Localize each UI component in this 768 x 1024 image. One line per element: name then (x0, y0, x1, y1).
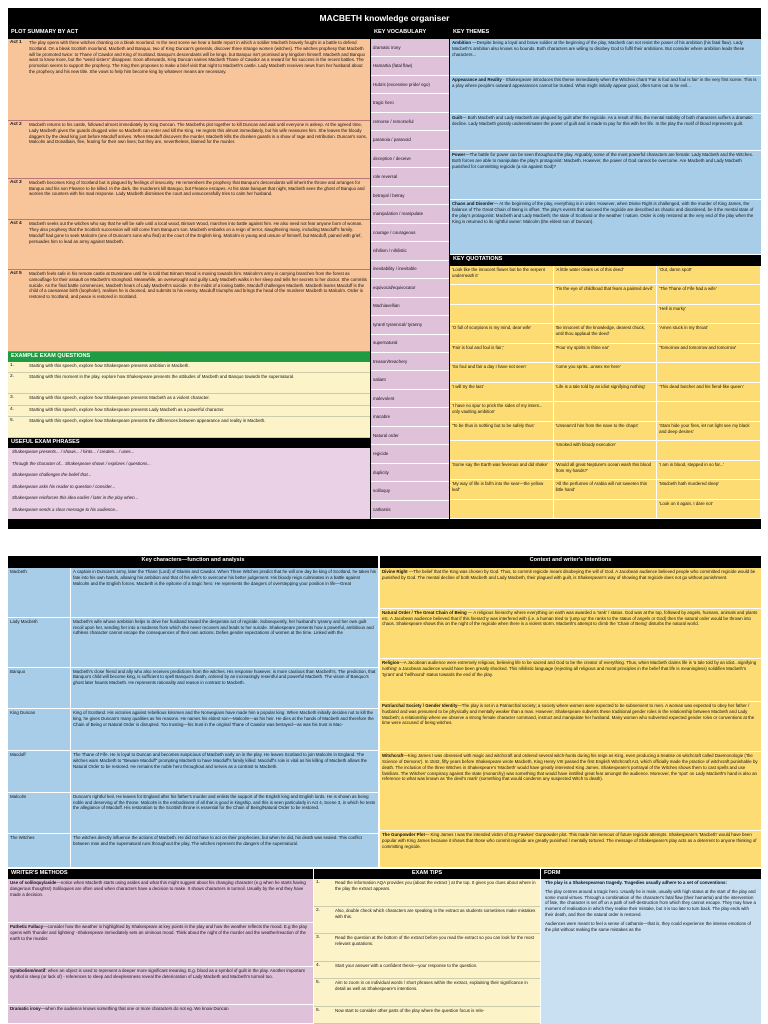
method (8, 879, 313, 923)
exam-tip (314, 907, 540, 935)
plot-summary (8, 28, 370, 352)
method-text: —consider how the weather is highlighted by Shakespeare at key points in the play and how the weather reflects the mood. E.g the play opens with 'thunder and lightning' -Shakespeare immediately sets an ominous mood. Think about the night of the murder and the weather/reaction of the earth to the murder. (10, 923, 308, 941)
context-item (380, 752, 761, 831)
act-label: Act 1 (10, 40, 22, 45)
exam-phrase: Shakespeare sends a clear message to his audience... (12, 506, 119, 512)
vocab-term: Machiavellian (371, 298, 449, 316)
quote-row (450, 402, 761, 421)
vocab-term: Hubris (excessive pride/ ego) (371, 76, 449, 94)
context-item (380, 831, 761, 868)
method-text: : when an object is used to represent a deeper more significant meaning. E.g. blood as a symbol of guilt in the play. Another important symbol is sleep (or lack of) - references to sleep and sleeplessness reveal the deterioration of Lady Macbeth and Macbeth's turmoil too. (10, 967, 305, 979)
quote: 'come you sprits...unsex me here' (554, 363, 658, 381)
method-name: Dramatic irony (10, 1005, 41, 1011)
vocab-term: Hamartia (fatal flaw) (371, 57, 449, 75)
vocab-term: macabre (371, 408, 449, 426)
context-name: Religion (382, 660, 400, 666)
method-text: —notice when Macbeth starts using asides and what this might suggest about his changing character (e.g when he starts having dangerous thoughts!) Soliloquies are often used when characters have a decision to make. It shows characters in turmoil. Usually by the end they have made a decision. (10, 880, 306, 897)
exam-tip-text: Also, double check which characters are speaking in the extract as students sometimes make mistakes with this. (335, 907, 536, 919)
exam-tip-number: 5. (316, 980, 321, 986)
quote: 'Amen stuck in my throat' (657, 324, 761, 342)
exam-phrase: Shakespeare presents... / shows... / hints... / creates... / uses... (12, 449, 135, 454)
page-one (8, 8, 761, 529)
exam-tip-number: 6. (316, 1007, 321, 1013)
context-header: Context and writer's intentions (380, 556, 761, 568)
quote: 'This dead butcher and his fiend-like queen' (657, 383, 761, 401)
method-text: —when the audience knows something that one or more characters do not eg. We know Duncan (40, 1005, 229, 1011)
context-item (380, 702, 761, 752)
character-name: Macbeth (10, 569, 27, 574)
character-name: Banquo (10, 668, 26, 674)
quote-row (450, 363, 761, 382)
quote-row (450, 344, 761, 363)
vocab-term: Natural order (371, 427, 449, 445)
method-name: Use of soliloquy/aside (10, 880, 57, 885)
context-text: —The belief that the King was chosen by God. Thus, to commit regicide meant disobeying the will of God. A Jacobean audience believed people who committed regicide would be punished by God. The mental decline of both Macbeth and Lady Macbeth, their plagued with guilt, is Shakespeare's way of showing that regicide does not go without punishment. (382, 569, 756, 580)
method (8, 967, 313, 1005)
exam-question (8, 394, 370, 405)
method-name: Pathetic Fallacy (10, 923, 44, 929)
vocab-term: inevitability / inevitable (371, 261, 449, 279)
key-characters-header: Key characters—function and analysis (8, 556, 378, 568)
act-text: Macbeth seeks out the witches who say that he will be safe until a local wood, Birnam Wood, marches into battle against him. He also need not fear anyone born of woman. They also prophesy that the Scottish succession will still come from Banquo's son. Macbeth embarks on a reign of terror, slaughtering many, including Macduff's family. Macduff had gone to seek Malcolm (one of Duncan's sons who fled) at the court of the English king. Malcolm is young and unsure of himself, but Macduff, pained with grief, persuades him to lead an army against Macbeth. (29, 221, 363, 244)
quote-row (450, 383, 761, 402)
vocab-term: remorse / remorseful (371, 113, 449, 131)
act-text: Macbeth returns to his castle, followed almost immediately by King Duncan. The Macbeths plot together to kill Duncan and wait until everyone is asleep. At the agreed time, Lady Macbeth gives the guards drugged wine so Macbeth can enter and kill the King. He regrets this almost immediately, but his wife reassures him. She leaves the bloody daggers by the dead king just before Macduff arrives. When Macduff discovers the murder, Macbeth kills the drunken guards in a show of rage and retribution. Duncan's sons, Malcolm and Donalbain, flee, fearing for their own lives; but they are, nevertheless, blamed for the murder. (29, 122, 367, 145)
quote (450, 441, 554, 459)
vocab-term: deception / deceive (371, 150, 449, 168)
context-name: Patriarchal Society / Gender Identity (382, 702, 458, 708)
key-characters (8, 556, 378, 868)
theme-name: Chaos and Disorder (452, 201, 494, 207)
exam-question (8, 417, 370, 438)
exam-tip-text: Read the question at the bottom of the extract before you read the extract so you can look for the most relevant quotations. (335, 935, 534, 947)
quote: 'The Thane of Fife had a wife' (657, 285, 761, 303)
plot-summary-header: PLOT SUMMARY BY ACT (8, 28, 370, 39)
quote-row (450, 422, 761, 441)
quote (657, 363, 761, 381)
vocab-term: dramatic irony (371, 39, 449, 57)
exam-phrase: Shakespeare challenges the belief that... (12, 472, 92, 477)
form (541, 869, 761, 1024)
vocab-term: equivocal/equivocator (371, 279, 449, 297)
character (8, 668, 378, 710)
quote-row (450, 266, 761, 285)
character-text: Macbeth's wife whose ambition helps to drive her husband toward the desperate act of regicide. Subsequently, her husband's tyranny and her own guilt recoil upon her, sending her into a madness from which she never recovers and leads to her suicide. Shakespeare presents how a powerful, ambitious and ruthless character cannot escape the consequences of their own actions. Defies gender expectations of women at the time. Linked with the (70, 618, 378, 667)
method (8, 923, 313, 967)
character (8, 834, 378, 868)
page-one-title: MACBETH knowledge organiser (319, 13, 450, 23)
vocab-term: nihilism / nihilistic (371, 242, 449, 260)
quote: 'So foul and fair a day I have not seen' (450, 363, 554, 381)
quote: 'Pour my spirits in thine ear' (554, 344, 658, 362)
quote: 'To be thus is nothing but to be safely thus' (450, 422, 554, 440)
vocab-term: courage / courageous (371, 224, 449, 242)
exam-tips-header: EXAM TIPS (314, 869, 540, 879)
context (380, 556, 761, 868)
writers-methods (8, 869, 313, 1024)
context-name: Witchcraft (382, 753, 404, 759)
exam-phrase: Shakespeare reinforces this idea earlier / later in the play when... (12, 495, 139, 500)
quote-row (450, 461, 761, 480)
act-row (8, 121, 370, 179)
act-row (8, 39, 370, 121)
character (8, 751, 378, 793)
vocab-term: tragic hero (371, 94, 449, 112)
character (8, 709, 378, 751)
context-name: The Gunpowder Plot (382, 831, 425, 837)
quote: 'All the perfumes of Arabia will not sweeten this little hand' (554, 480, 658, 498)
vocab-term: duplicity (371, 464, 449, 482)
quote (450, 285, 554, 303)
context-text: — A religious hierarchy where everything on earth was awarded a 'rank' / status. God was at the top, followed by angels, humans, animals and plants etc. A Jacobean audience believed that if this hierarchy was interfered with (i.e. a human tried to 'jump up' the ranks to the status of angels or God) then the natural order would be thrown into chaos. Shakespeare shows this on the night of the regicide when there is a violent storm. Macbeth's attempt to climb the 'Chain of Being' disturbs the natural world. (382, 609, 758, 627)
context-text: —The play is set in a Patriarchal society; a society where women were expected to be subservient to men. A woman was expected to obey her father / husband and was presumed to be physically and mentally weaker than a man. However, Shakespeare subverts these traditional gender roles in the relationship between Macbeth and Lady Macbeth; a relationship where we observe a strong female character command, instruct and manipulate her husband. Many women who subverted expected gender roles or conventions at the time were accused of being witches. (382, 702, 755, 726)
exam-tip-text: Read the information AQA provides you (about the extract ) at the top. It gives you clues about where in the play the extract appears. (335, 880, 536, 891)
context-text: —A Jacobean audience were extremely religious, believing life to be sacred and God to be the creator of everything. Thus, when Macbeth claims life is 'a tale told by an idiot...signifying nothing' a Jacobean audience would have been greatly shocked. This nihilistic language (rejecting all religious and moral principles in the belief that life is meaningless) solidifies Macbeth's 'tyrant' and 'hellhound' status towards the end of the play. (382, 660, 757, 677)
quote: 'I am in blood, stepped in so far...' (657, 461, 761, 479)
key-quotations (450, 255, 761, 519)
quote: 'I have no spur to prick the sides of my intent... only vaulting ambition' (450, 402, 554, 420)
context-name: Natural Order / The Great Chain of Being (382, 609, 467, 615)
theme-name: Appearance and Reality (452, 77, 502, 83)
quote-row (450, 441, 761, 460)
exam-questions (8, 352, 370, 438)
quote (450, 500, 554, 518)
theme-text: — At the beginning of the play, everything is in order. However, when Divine Right is challenged, with the murder of King James, the balance of The Great Chain of Being is offset. The play's events that succeed the regicide are described as chaotic and disordered, be it the mental state of the play's protagonist: Macbeth and Lady Macbeth; the state of Scotland or the weather / nature. Order is only restored at the very end of the play when the King is returned to its rightful owner: Malcolm (the eldest son of Duncan). (452, 201, 754, 224)
exam-tip (314, 934, 540, 962)
exam-tip-number: 2. (316, 907, 321, 913)
key-quotations-header: KEY QUOTATIONS (450, 255, 761, 266)
act-row (8, 270, 370, 352)
exam-question (8, 373, 370, 394)
form-header: FORM (541, 869, 761, 879)
vocab-term: catharsis (371, 501, 449, 519)
vocab-term: role reversal (371, 168, 449, 186)
exam-tip-number: 1. (316, 880, 321, 885)
exam-question-text: Starting with this speech, explore how Shakespeare presents ambition in Macbeth. (29, 363, 190, 368)
exam-tip (314, 1007, 540, 1024)
context-name: Divine Right (382, 569, 408, 574)
context-text: — King James I was the intended victim of Guy Fawkes' Gunpowder plot. This made him nervous of future regicide attempts. Shakespeare's 'Macbeth' would have been popular with King James because it shows that those who commit regicide are greatly punished / mentally tortured. The message of Shakespeare's play acts as a deterrent to anyone thinking of committing regicide. (382, 831, 757, 849)
form-paragraph (545, 889, 757, 918)
act-label: Act 3 (10, 179, 22, 185)
exam-tip-text: Aim to zoom in on individual words / short phrases within the extract, explaining their significance in detail as well as Shakespeare's intentions. (335, 980, 528, 992)
quote: 'Hell is murky' (657, 305, 761, 323)
quote: 'Look like the innocent flower but be the serpent underneath it' (450, 266, 554, 284)
theme (450, 76, 761, 113)
exam-tip (314, 879, 540, 907)
exam-tip (314, 962, 540, 979)
quote (554, 500, 658, 518)
character-name: Lady Macbeth (10, 618, 38, 624)
character-name: King Duncan (10, 710, 36, 716)
theme-text: - Shakespeare introduces this theme immediately when the Witches chant 'Fair is foul and foul is fair' in the very first scene. This is a play where people's outward appearances cannot be trusted. What might initially appear good, often turns out to be evil... (452, 77, 757, 89)
quote: 'Would all great Neptune's ocean wash this blood from my hands?' (554, 461, 658, 479)
page-two (8, 556, 761, 1024)
key-vocabulary-header: KEY VOCABULARY (371, 28, 449, 39)
vocab-term: soliloquy (371, 482, 449, 500)
exam-question-number: 1. (10, 363, 15, 368)
vocab-term: paranoia / paranoid (371, 131, 449, 149)
context-item (380, 659, 761, 702)
vocab-term: regicide (371, 445, 449, 463)
theme-text: — Both Macbeth and Lady Macbeth are plagued by guilt after the regicide. As a result of this, the mental stability of both characters suffers a dramatic decline. Lady Macbeth grossly underestimates the power of guilt and is made to pay for this with her life. In the play the motif of blood represents guilt. (452, 114, 753, 126)
quote (554, 402, 658, 420)
quote: 'smoked with bloody execution' (554, 441, 658, 459)
vocab-term: valiant (371, 371, 449, 389)
writers-methods-header: WRITER'S METHODS (8, 869, 313, 879)
quote-row (450, 324, 761, 343)
exam-question (8, 406, 370, 417)
quote (554, 305, 658, 323)
character (8, 568, 378, 618)
character-text: The witches directly influence the actions of Macbeth. He did not have to act on their prophecies, but when he did, his death was sealed. This conflict between man and the supernatural runs throughout the play. The witches represent the dangers of the supernatural. (70, 834, 378, 867)
quote (450, 305, 554, 323)
character (8, 618, 378, 668)
character-text: Macbeth's close friend and ally who also receives predictions from the witches. His response however, is more cautious than Macbeth's. The prediction, that Banquo's child will become king, is sufficient to spell Banquo's death, ordered by an increasingly resentful and powerful Macbeth. The vision of Banquo's ghost later haunts Macbeth. He represents rationality and reason in contrast to Macbeth. (70, 668, 378, 709)
quote: 'Stars hide your fires, let not light see my black and deep desires' (657, 422, 761, 440)
act-label: Act 2 (10, 122, 22, 128)
quote-row (450, 500, 761, 519)
act-text: Macbeth becomes King of Scotland but is plagued by feelings of insecurity. He remembers the prophecy that Banquo's descendants will inherit the throne and arranges for Banquo and his son Fleance to be killed. In the dark, the murderers kill Banquo, but Fleance escapes. At his state banquet that night, Macbeth sees the ghost of Banquo and worries the counters with his mad response. Lady Macbeth dismisses the court and unsuccessfully tries to calm her husband. (29, 179, 365, 197)
key-themes-header: KEY THEMES (450, 28, 761, 39)
key-vocabulary (371, 28, 449, 519)
exam-tip (314, 979, 540, 1007)
exam-tip-number: 4. (316, 963, 321, 969)
exam-question-text: Starting with this speech, explore how Shakespeare presents the differences between appearance and reality in Macbeth. (29, 417, 266, 423)
act-row (8, 179, 370, 221)
character-name: The Witches (10, 835, 35, 841)
quote: 'O full of scorpions is my mind, dear wife' (450, 324, 554, 342)
theme (450, 39, 761, 76)
exam-question-text: Starting with this speech, explore how Shakespeare presents Lady Macbeth as a powerful character. (29, 406, 225, 412)
useful-phrases-header: USEFUL EXAM PHRASES (8, 438, 370, 448)
exam-tips (314, 869, 540, 1024)
quote: 'My way of life is fall'n into the sear—the yellow leaf' (450, 480, 554, 498)
quote: 'Some say the Earth was feverous and did shake' (450, 461, 554, 479)
vocab-term: betrayal / betray (371, 187, 449, 205)
form-paragraph (545, 921, 757, 933)
useful-phrases (8, 438, 370, 519)
exam-phrase: Shakespeare asks his reader to question / consider... (12, 483, 116, 489)
exam-tip-number: 3. (316, 935, 321, 941)
quote (657, 441, 761, 459)
quote: 'Fair is foul and foul is fair;' (450, 344, 554, 362)
theme-name: Power (452, 152, 466, 158)
quote-row (450, 285, 761, 304)
method (8, 1005, 313, 1024)
exam-question-text: Starting with this moment in the play, explore how Shakespeare presents the attitudes of Macbeth and Banquo towards the supernatural. (29, 374, 295, 380)
quote: 'Look on it again, I dare not' (657, 500, 761, 518)
character-name: Malcolm (10, 793, 27, 799)
quote: 'Tis the eye of childhood that fears a painted devil' (554, 285, 658, 303)
quote (657, 402, 761, 420)
quote: 'Life is a tale told by an idiot signifying nothing' (554, 383, 658, 401)
character-name: Macduff (10, 752, 26, 758)
exam-question-number: 2. (10, 374, 15, 380)
theme (450, 151, 761, 200)
context-item (380, 568, 761, 609)
quote: 'Unseam'd him from the nave to the chaps' (554, 422, 658, 440)
act-label: Act 5 (10, 270, 22, 276)
quote: 'I will try the last' (450, 383, 554, 401)
form-bold: The play is a Shakespearean tragedy. Tragedies usually adhere to a set of conventions: (545, 880, 727, 885)
exam-question (8, 362, 370, 373)
method-name: Symbolism/motif (10, 967, 46, 973)
quote: 'Macbeth hath murdered sleep' (657, 480, 761, 498)
quote: 'A little water clears us of this deed' (554, 266, 658, 284)
act-text: The play opens with three witches chanting on a bleak moorland. In the next scene we hear a battle report in which a soldier Macbeth bravely fought in a battle to defend Scotland. On a bleak Scottish moorland, Macbeth and Banquo, two of King Duncan's generals, discover three strange women (witches). The witches prophesy that Macbeth will be promoted twice: to Thane of Cawdor and King of Scotland. Banquo's descendants will be kings, but Banquo isn't promised any kingdom himself. Macbeth and Banquo want to know more, but the "weird sisters" disappear. Soon afterwards, King Duncan names Macbeth Thane of Cawdor as a reward for his success in the recent battles. The promotion seems to support the prophecy. The King then proposes to make a brief visit that night to Macbeth's castle. Lady Macbeth receives news from her husband about the prophecy and his new title. She vows to help him become king by whatever means are necessary. (29, 40, 365, 75)
exam-phrase: Through the character of... Shakespeare shows / explores / questions... (12, 460, 151, 466)
quote: 'Out, damn spot!' (657, 266, 761, 284)
exam-question-number: 5. (10, 417, 15, 423)
context-item (380, 609, 761, 659)
exam-questions-header: EXAMPLE EXAM QUESTIONS (8, 352, 370, 362)
vocab-term: tyrant/ tyrannical/ tyranny (371, 316, 449, 334)
act-row (8, 220, 370, 270)
vocab-term: malevolent (371, 390, 449, 408)
key-themes (450, 28, 761, 255)
form-text: Audiences were meant to feel a sense of catharsis—that is, they could experience the intense emotions of the plot without making the same mistakes as the (545, 920, 751, 932)
quote: 'Be innocent of the knowledge, dearest chuck, until thou applaud the deed' (554, 324, 658, 342)
character-text: King of Scotland. His victories against rebellious kinsmen and the Norwegians have made him a popular king. When Macbeth initially decides not to kill the king, he gives Duncan's many qualities as his reasons. He names his eldest son—Malcolm—as his heir. He dies at the hands of Macbeth and therefore the Chain of Being or Natural Order is disrupted. Too trusting—his trust in the original Thane of Cawdor was betrayed—as was his trust in Mac- (70, 709, 378, 750)
theme-name: Guilt (452, 114, 462, 120)
act-text: Macbeth feels safe in his remote castle at Dunsinane until he is told that Birnam Wood is moving towards him. Malcolm's army is carrying branches from the forest as camouflage for their assault on Macbeth's stronghold. Meanwhile, an overwrought and guilty Lady Macbeth walks in her sleep and tells her secrets to her doctor. She commits suicide. As the final battle commences, Macbeth hears of Lady Macbeth's suicide. In the midst of a losing battle, Macduff challenges Macbeth. Macbeth learns Macduff is the child of a caesarean birth (loophole!), realises he is doomed, and submits to his enemy. Macduff triumphs and brings the head of the murderer Macbeth to Malcolm. Order is restored to Scotland, and peace is restored in Scotland. (29, 270, 367, 300)
quote-row (450, 480, 761, 499)
exam-tip-text: Start your answer with a confident thesis—your response to the question. (335, 963, 478, 969)
quote-row (450, 305, 761, 324)
vocab-term: manipulation / manipulate (371, 205, 449, 223)
character (8, 793, 378, 835)
character-text: A captain in Duncan's army, later the Thane (Lord) of Glamis and Cawdor. When Three Witches predict that he will one day be king of Scotland, he takes his fate into his own hands, allowing his ambition and that of his wife's to overcome his better judgement. His bloody reign culminates in a battle against Malcolm and the English forces. Macbeth is the epitome of a tragic hero: He represents the dangers of overstepping your position in life—Great (70, 568, 378, 617)
form-text: The play centres around a tragic hero. Usually he is male, usually with high status at the start of the play and some moral virtues. Through a combination of the character's fatal flaw (their hamartia) and the intervention of fate, the character is set off on a path of self-destruction from which they cannot escape. They may have a moment of realisation in which they realise their mistake, but it is too late to turn back. The play ends with their death, and then the natural order is restored. (545, 888, 756, 918)
theme-text: —Despite being a loyal and brave soldier at the beginning of the play, Macbeth can not resist the power of his ambition (his fatal flaw). Lady Macbeth's ambition also knows no bounds. Both characters are willing to disobey God to fulfil their ambitions. But consider where ambition leads these characters... (452, 40, 745, 57)
character-text: The Thane of Fife. He is loyal to Duncan and becomes suspicious of Macbeth early on in the play. He leaves Scotland to join Malcolm in England. The witches warn Macbeth to "Beware Macduff" prompting Macbeth to have Macduff's family killed. Macduff's role is vital as his killing of Macbeth allows the Natural Order to be restored. He remains the noble hero throughout and serves as a contrast to Macbeth. (70, 751, 378, 792)
exam-tip-text: Now start to consider other parts of the play where the question focus is rele- (335, 1007, 485, 1013)
character-text: Duncan's rightful heir. He leaves for England after his father's murder and enlists the support of the English king and English lords. He is shown as being noble and deserving of the throne. Malcolm is the embodiment of all that is good in kingship, and this is seen particularly in Act 4, Scene 3, in which he tests the allegiance of Macduff. His restoration to the Scottish throne is essential for the Chain of Being/Natural Order to be restored. (70, 793, 378, 834)
exam-question-text: Starting with this speech, explore how Shakespeare presents Macbeth as a violent character. (29, 395, 210, 401)
form-paragraph (545, 880, 757, 886)
theme (450, 114, 761, 151)
theme-name: Ambition (452, 40, 472, 45)
act-label: Act 4 (10, 221, 22, 227)
exam-question-number: 4. (10, 406, 15, 412)
theme (450, 200, 761, 255)
vocab-term: treason/treachery (371, 353, 449, 371)
theme-text: —The battle for power can be seen throughout the play. Arguably, some of the most powerful characters are female: Lady Macbeth and the Witches. Both forces are able to manipulate the play's protagonist: Macbeth. However, the power of God cannot be overcome. Are Macbeth and Lady Macbeth punished for committing regicide (a sin against God)? (452, 152, 754, 169)
exam-question-number: 3. (10, 395, 15, 401)
quote: 'Tomorrow and tomorrow and tomorrow' (657, 344, 761, 362)
context-text: —King James I was obsessed with magic and witchcraft and ordered several witch-hunts during his reign as King, even producing a treatise on witchcraft called Daemonologie ('the Science of Demons'). In 1542, fifty years before Shakespeare wrote Macbeth, King Henry VIII passed the first English Witchcraft Act, which officially made the practice of witchcraft punishable by death. The inclusion of the three Witches in Shakespeare's 'Macbeth' would have greatly interested King James. Shakespeare's portrayal of the Witches shows them to cast spells and use familiars. The Witches' conspiracy against the state (monarchy) was something that would have instilled great fear amongst the audience. Moreover, the 'spot' on Lady Macbeth's hand is also an reference to what was known as 'the devil's mark' (something that would condemn any suspected Witch to death). (382, 753, 758, 782)
vocab-term: supernatural (371, 335, 449, 353)
